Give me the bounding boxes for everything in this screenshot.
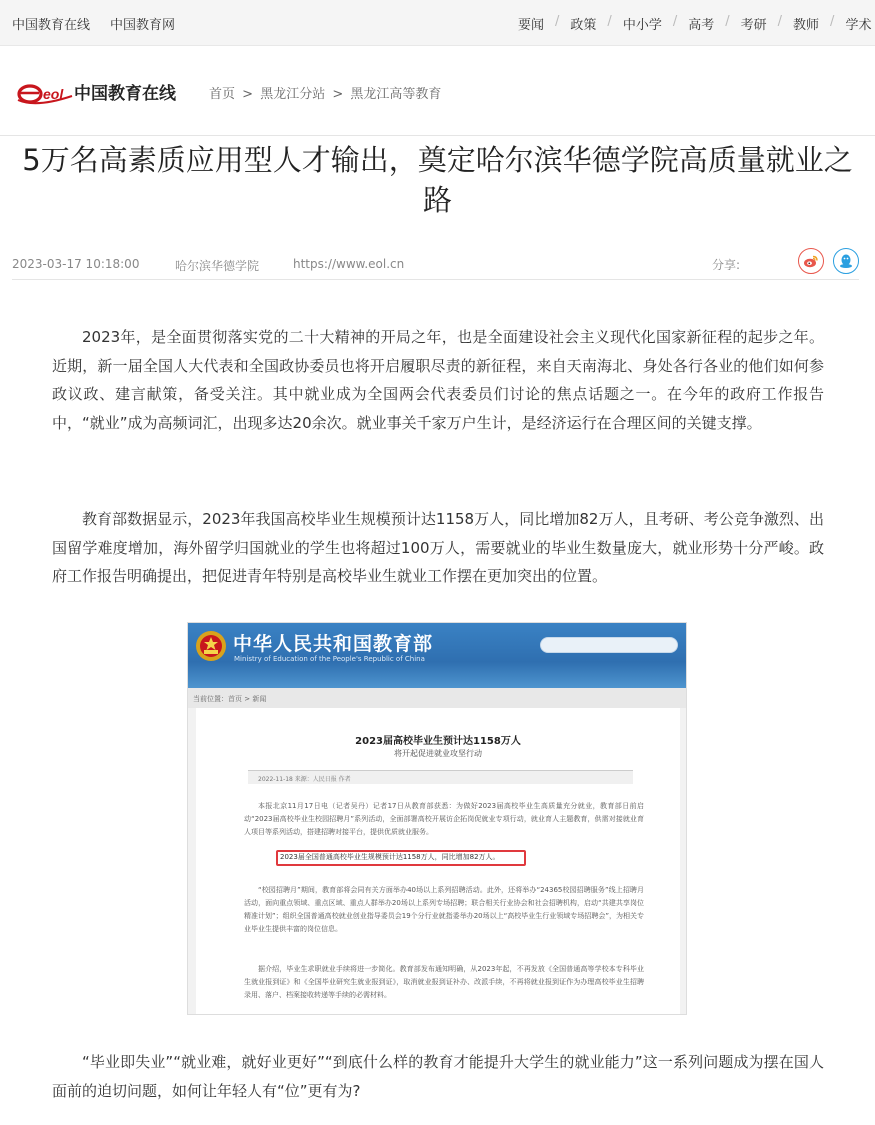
nav-item-news[interactable]: 要闻 (518, 18, 545, 33)
site-header (0, 46, 875, 136)
breadcrumb-higher-education[interactable]: 黑龙江高等教育 (350, 87, 442, 102)
top-nav (518, 14, 871, 33)
eol-logo-icon (16, 76, 74, 106)
nav-item-teacher[interactable]: 教师 (793, 18, 820, 33)
article-title: 5万名高素质应用型人才输出，奠定哈尔滨华德学院高质量就业之路 (22, 143, 853, 217)
nav-separator: / (830, 14, 835, 29)
article-meta (12, 244, 859, 280)
moe-article-paragraph: 据介绍，毕业生求职就业手续将进一步简化。教育部发布通知明确，从2023年起，不再发放《全国普通高等学校本专科毕业生就业报到证》和《全国毕业研究生就业报到证》，取消就业报到证补办、改派手续，不再将就业报到证作为办理高校毕业生招聘录用、落户、档案接收转递等手续的必需材料。 (244, 965, 644, 999)
moe-breadcrumb: 当前位置：首页 > 新闻 (188, 688, 687, 708)
article-paragraph: “毕业即失业”“就业难，就好业更好”“到底什么样的教育才能提升大学生的就业能力”这一系列问题成为摆在国人面前的迫切问题，如何让年轻人有“位”更有为? (52, 1053, 824, 1100)
moe-article-page (196, 708, 680, 1015)
article-image-moe-screenshot (187, 622, 687, 1015)
share-qq-button[interactable] (833, 248, 859, 274)
site-links (12, 14, 175, 33)
article-source: 哈尔滨华德学院 (175, 259, 260, 273)
source-url: https://www.eol.cn (293, 257, 405, 271)
nav-item-policy[interactable]: 政策 (570, 18, 597, 33)
nav-separator: / (725, 14, 730, 29)
moe-article-meta: 2022-11-18 来源：人民日报 作者 (248, 770, 633, 784)
weibo-icon (803, 254, 819, 268)
nav-item-academic[interactable]: 学术 (845, 18, 872, 33)
moe-article-paragraph: 本报北京11月17日电（记者吴丹）记者17日从教育部获悉：为做好2023届高校毕业生高质量充分就业，教育部日前启动“2023届高校毕业生校园招聘月”系列活动，全面部署高校开展访企拓岗促就业专项行动，就业育人主题教育，供需对接就业育人项目等系列活动，搭建招聘对接平台，提供优质就业服务。 (244, 802, 644, 836)
moe-search-box (540, 637, 678, 653)
eol-logo[interactable] (16, 76, 196, 110)
article-paragraph: 教育部数据显示，2023年我国高校毕业生规模预计达1158万人，同比增加82万人，且考研、考公竞争激烈、出国留学难度增加，海外留学归国就业的学生也将超过100万人，需要就业的毕业生数量庞大，就业形势十分严峻。政府工作报告明确提出，把促进青年特别是高校毕业生就业工作摆在更加突出的位置。 (52, 510, 824, 585)
breadcrumb-separator: > (242, 87, 254, 102)
site-link-edu[interactable]: 中国教育网 (110, 18, 176, 33)
publish-date: 2023-03-17 10:18:00 (12, 257, 140, 271)
share-weibo-button[interactable] (798, 248, 824, 274)
moe-name-cn: 中华人民共和国教育部 (233, 633, 434, 655)
moe-article-subtitle: 将开起促进就业攻坚行动 (394, 749, 482, 758)
moe-name-en: Ministry of Education of the People's Republic of China (234, 655, 425, 663)
national-emblem-icon (194, 629, 228, 663)
qq-penguin-icon (839, 253, 853, 269)
logo-text: 中国教育在线 (74, 84, 176, 104)
article-paragraph: 2023年，是全面贯彻落实党的二十大精神的开局之年，也是全面建设社会主义现代化国家新征程的起步之年。近期，新一届全国人大代表和全国政协委员也将开启履职尽责的新征程，来自天南海北、身处各行各业的他们如何参政议政、建言献策，备受关注。其中就业成为全国两会代表委员们讨论的焦点话题之一。在今年的政府工作报告中，“就业”成为高频词汇，出现多达20余次。就业事关千家万户生计，是经济运行在合理区间的关键支撑。 (52, 328, 824, 432)
moe-article-title: 2023届高校毕业生预计达1158万人 (355, 736, 521, 747)
nav-item-k12[interactable]: 中小学 (622, 18, 662, 33)
highlighted-sentence: 2023届全国普通高校毕业生规模预计达1158万人，同比增加82万人。 (280, 853, 500, 861)
top-bar (0, 0, 875, 46)
svg-text:eol: eol (43, 86, 64, 102)
moe-article-paragraph: “校园招聘月”期间，教育部将会同有关方面举办40场以上系列招聘活动。此外，还将举办“24365校园招聘服务”线上招聘月活动，面向重点领域、重点区域、重点人群举办20场以上系列专场招聘；联合相关行业协会和社会招聘机构，启动“共建共享岗位精准计划”；组织全国普通高校就业创业指导委员会19个分行业就指委举办20场以上“高校毕业生行业领域专场招聘会”，为相关专业毕业生提供丰富的岗位信息。 (244, 886, 644, 933)
breadcrumb (209, 83, 441, 102)
nav-item-gaokao[interactable]: 高考 (688, 18, 715, 33)
nav-separator: / (607, 14, 612, 29)
breadcrumb-home[interactable]: 首页 (209, 87, 236, 102)
breadcrumb-heilongjiang[interactable]: 黑龙江分站 (260, 87, 326, 102)
breadcrumb-separator: > (332, 87, 344, 102)
nav-separator: / (672, 14, 678, 29)
nav-separator: / (555, 14, 560, 29)
moe-banner (188, 623, 687, 688)
nav-separator: / (777, 14, 783, 29)
site-link-eol[interactable]: 中国教育在线 (12, 18, 91, 33)
share-label: 分享: (712, 258, 741, 272)
nav-item-kaoyan[interactable]: 考研 (740, 18, 767, 33)
